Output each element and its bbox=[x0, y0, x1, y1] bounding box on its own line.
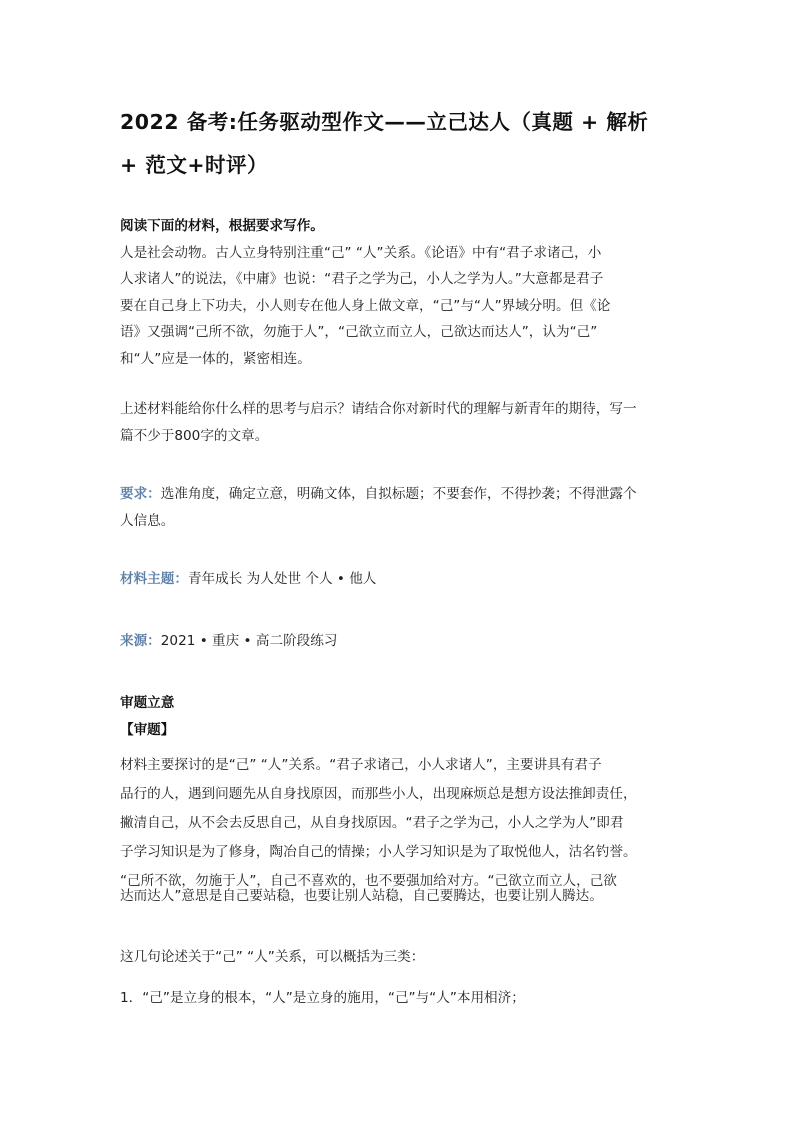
prompt-line: 人是社会动物。古人立身特别注重“己” “人”关系。《论语》中有“君子求诸己，小 bbox=[120, 244, 602, 261]
source-section bbox=[120, 628, 680, 655]
prompt-heading: 阅读下面的材料，根据要求写作。 bbox=[120, 218, 324, 234]
analysis-subheading: 【审题】 bbox=[120, 721, 175, 738]
prompt-line: 要在自己身上下功夫，小人则专在他人身上做文章，“己”与“人”界域分明。但《论 bbox=[120, 297, 611, 314]
source-text: 2021 • 重庆 • 高二阶段练习 bbox=[160, 633, 338, 649]
task-line: 上述材料能给你什么样的思考与启示？请结合你对新时代的理解与新青年的期待，写一 bbox=[120, 401, 637, 417]
requirements-line-2: 人信息。 bbox=[120, 512, 175, 529]
theme-label: 材料主题： bbox=[120, 571, 188, 587]
analysis-line: “己所不欲，勿施于人”，自己不喜欢的，也不要强加给对方。“己欲立而立人，己欲 bbox=[120, 873, 617, 889]
analysis-headings bbox=[120, 690, 680, 743]
prompt-section bbox=[120, 213, 680, 372]
task-section bbox=[120, 396, 680, 449]
requirements-text: 选准角度，确定立意，明确文体，自拟标题；不要套作，不得抄袭；不得泄露个 bbox=[160, 486, 637, 502]
analysis-last-line: 达而达人”意思是自己要站稳，也要让别人站稳，自己要腾达，也要让别人腾达。 bbox=[120, 888, 603, 904]
prompt-line: 语》又强调“己所不欲，勿施于人”，“己欲立而立人，己欲达而达人”，认为“己” bbox=[120, 324, 598, 340]
prompt-line: 和“人”应是一体的，紧密相连。 bbox=[120, 350, 311, 367]
analysis-summary: 这几句论述关于“己” “人”关系，可以概括为三类： bbox=[120, 949, 425, 965]
analysis-point-1: 1．“己”是立身的根本，“人”是立身的施用，“己”与“人”本用相济； bbox=[120, 990, 525, 1006]
analysis-body bbox=[120, 751, 680, 896]
theme-line bbox=[120, 566, 680, 593]
document-title bbox=[120, 101, 690, 187]
requirements-label: 要求： bbox=[120, 486, 161, 502]
task-line: 篇不少于800字的文章。 bbox=[120, 427, 269, 444]
analysis-heading: 审题立意 bbox=[120, 695, 175, 711]
source-line bbox=[120, 628, 680, 655]
analysis-line: 撇清自己，从不会去反思自己，从自身找原因。“君子之学为己，小人之学为人”即君 bbox=[120, 815, 624, 831]
analysis-last-line-block bbox=[120, 883, 680, 910]
source-label: 来源： bbox=[120, 633, 161, 649]
point-block bbox=[120, 985, 680, 1012]
title-line-2: + 范文+时评） bbox=[120, 153, 268, 177]
theme-section bbox=[120, 566, 680, 593]
analysis-line: 子学习知识是为了修身，陶冶自己的情操；小人学习知识是为了取悦他人，沽名钓誉。 bbox=[120, 844, 637, 860]
summary-block bbox=[120, 944, 680, 971]
analysis-line: 材料主要探讨的是“己” “人”关系。“君子求诸己，小人求诸人”，主要讲具有君子 bbox=[120, 757, 602, 773]
analysis-line: 品行的人，遇到问题先从自身找原因，而那些小人，出现麻烦总是想方设法推卸责任， bbox=[120, 786, 637, 802]
prompt-line: 人求诸人”的说法，《中庸》也说：“君子之学为己，小人之学为人。”大意都是君子 bbox=[120, 271, 604, 287]
requirements-section bbox=[120, 481, 680, 534]
requirements-line bbox=[120, 481, 680, 508]
theme-text: 青年成长 为人处世 个人 • 他人 bbox=[187, 571, 377, 587]
title-line-1: 2022 备考:任务驱动型作文——立己达人（真题 + 解析 bbox=[120, 110, 649, 134]
